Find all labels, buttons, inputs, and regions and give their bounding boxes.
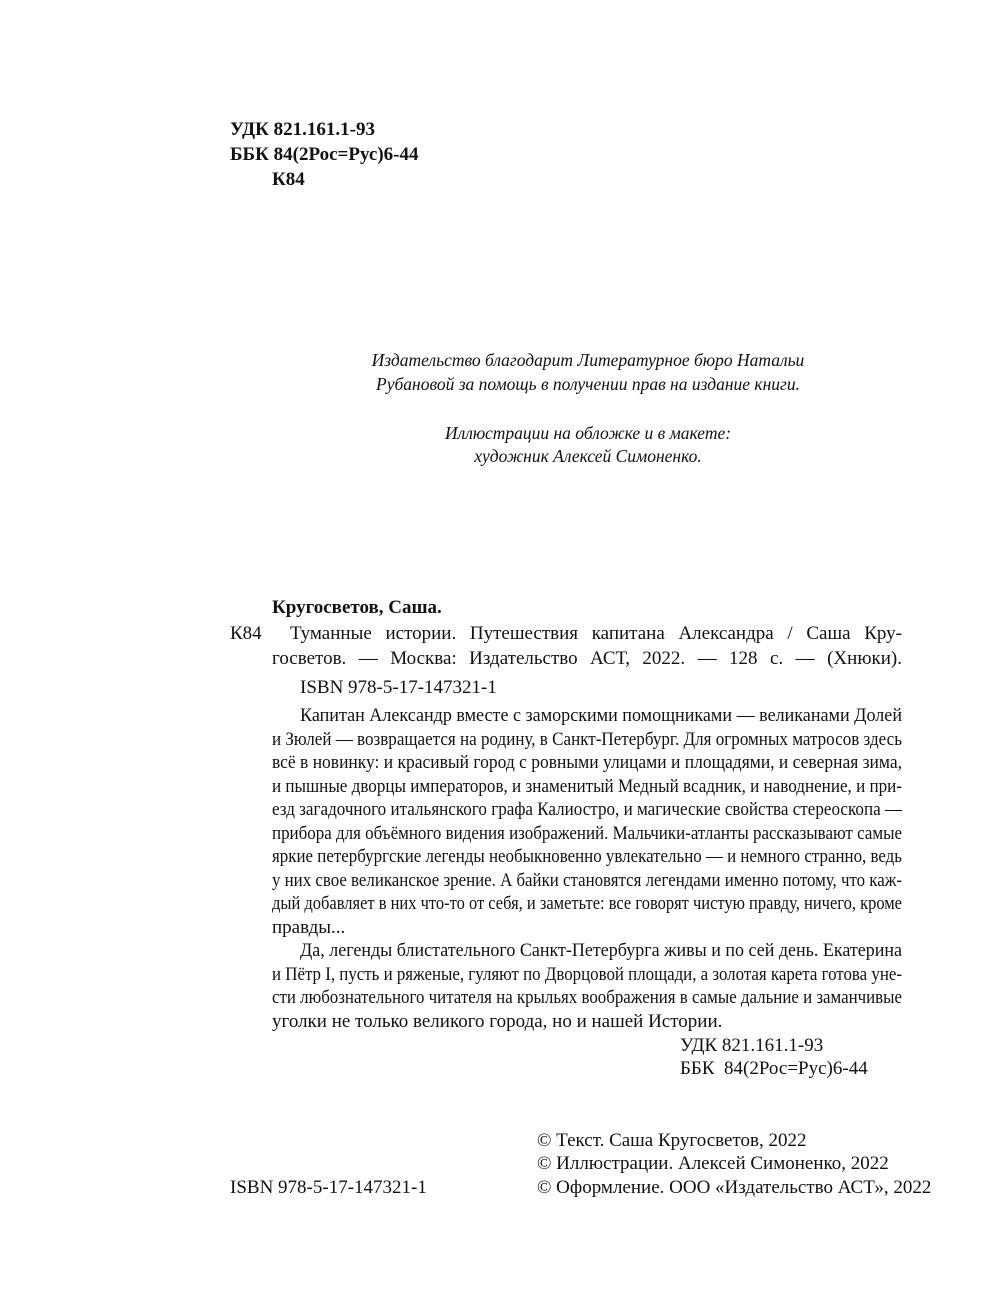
catalog-title-line: госветов. — Москва: Издательство АСТ, 2022. — 128 с. — (Хнюки). (272, 648, 902, 669)
catalog-isbn: ISBN 978-5-17-147321-1 (300, 677, 497, 698)
acknowledgement-line: Рубановой за помощь в получении прав на издание книги. (376, 374, 800, 394)
annotation-line: сти любознательного читателя на крыльях воображения в самые дальние и заманчивые (272, 987, 902, 1008)
annotation-line: прибора для объёмного видения изображений. Мальчики-атланты рассказывают самые (272, 823, 902, 844)
annotation-line: дый добавляет в них что-то от себя, и заметьте: все говорят чистую правду, ничего, кроме (272, 893, 902, 914)
header-udk: УДК 821.161.1-93 (230, 119, 375, 140)
catalog-bbk: ББК 84(2Рос=Рус)6-44 (680, 1058, 868, 1079)
header-author-mark: К84 (272, 169, 305, 190)
annotation-line: уголки не только великого города, но и нашей Истории. (272, 1011, 723, 1032)
annotation-line: Да, легенды блистательного Санкт-Петербурга живы и по сей день. Екатерина (300, 940, 902, 961)
annotation-line: Капитан Александр вместе с заморскими помощниками — великанами Долей (300, 705, 902, 726)
illustrations-credit: Иллюстрации на обложке и в макете: (444, 423, 732, 443)
annotation-line: и Пётр I, пусть и ряженые, гуляют по Дворцовой площади, а золотая карета готова уне- (272, 964, 902, 985)
annotation-line: и пышные дворцы императоров, и знаменитый Медный всадник, и наводнение, и при- (272, 776, 902, 797)
copyright-text: © Текст. Саша Кругосветов, 2022 (537, 1130, 807, 1151)
annotation-line: всё в новинку: и красивый город с ровными улицами и площадями, и северная зима, (272, 752, 902, 773)
copyright-illustrations: © Иллюстрации. Алексей Симоненко, 2022 (537, 1153, 889, 1174)
catalog-mark: К84 (230, 623, 262, 644)
annotation-line: у них свое великанское зрение. А байки становятся легендами именно потому, что каж- (272, 870, 902, 891)
catalog-author: Кругосветов, Саша. (272, 597, 442, 618)
annotation-line: езд загадочного итальянского графа Калиостро, и магические свойства стереоскопа — (272, 799, 902, 820)
annotation-line: правды... (272, 917, 346, 938)
copyright-design: © Оформление. ООО «Издательство АСТ», 2022 (537, 1177, 932, 1198)
header-bbk: ББК 84(2Рос=Рус)6-44 (230, 144, 419, 165)
illustrations-credit: художник Алексей Симоненко. (474, 446, 702, 466)
annotation-line: яркие петербургские легенды необыкновенно увлекательно — и немного странно, ведь (272, 846, 902, 867)
annotation-line: и Зюлей — возвращается на родину, в Санкт-Петербург. Для огромных матросов здесь (272, 729, 902, 750)
catalog-title-line: Туманные истории. Путешествия капитана Александра / Саша Кру- (290, 623, 902, 644)
catalog-udk: УДК 821.161.1-93 (680, 1035, 824, 1056)
acknowledgement-line: Издательство благодарит Литературное бюро Натальи (371, 350, 805, 370)
footer-isbn: ISBN 978-5-17-147321-1 (230, 1177, 427, 1198)
